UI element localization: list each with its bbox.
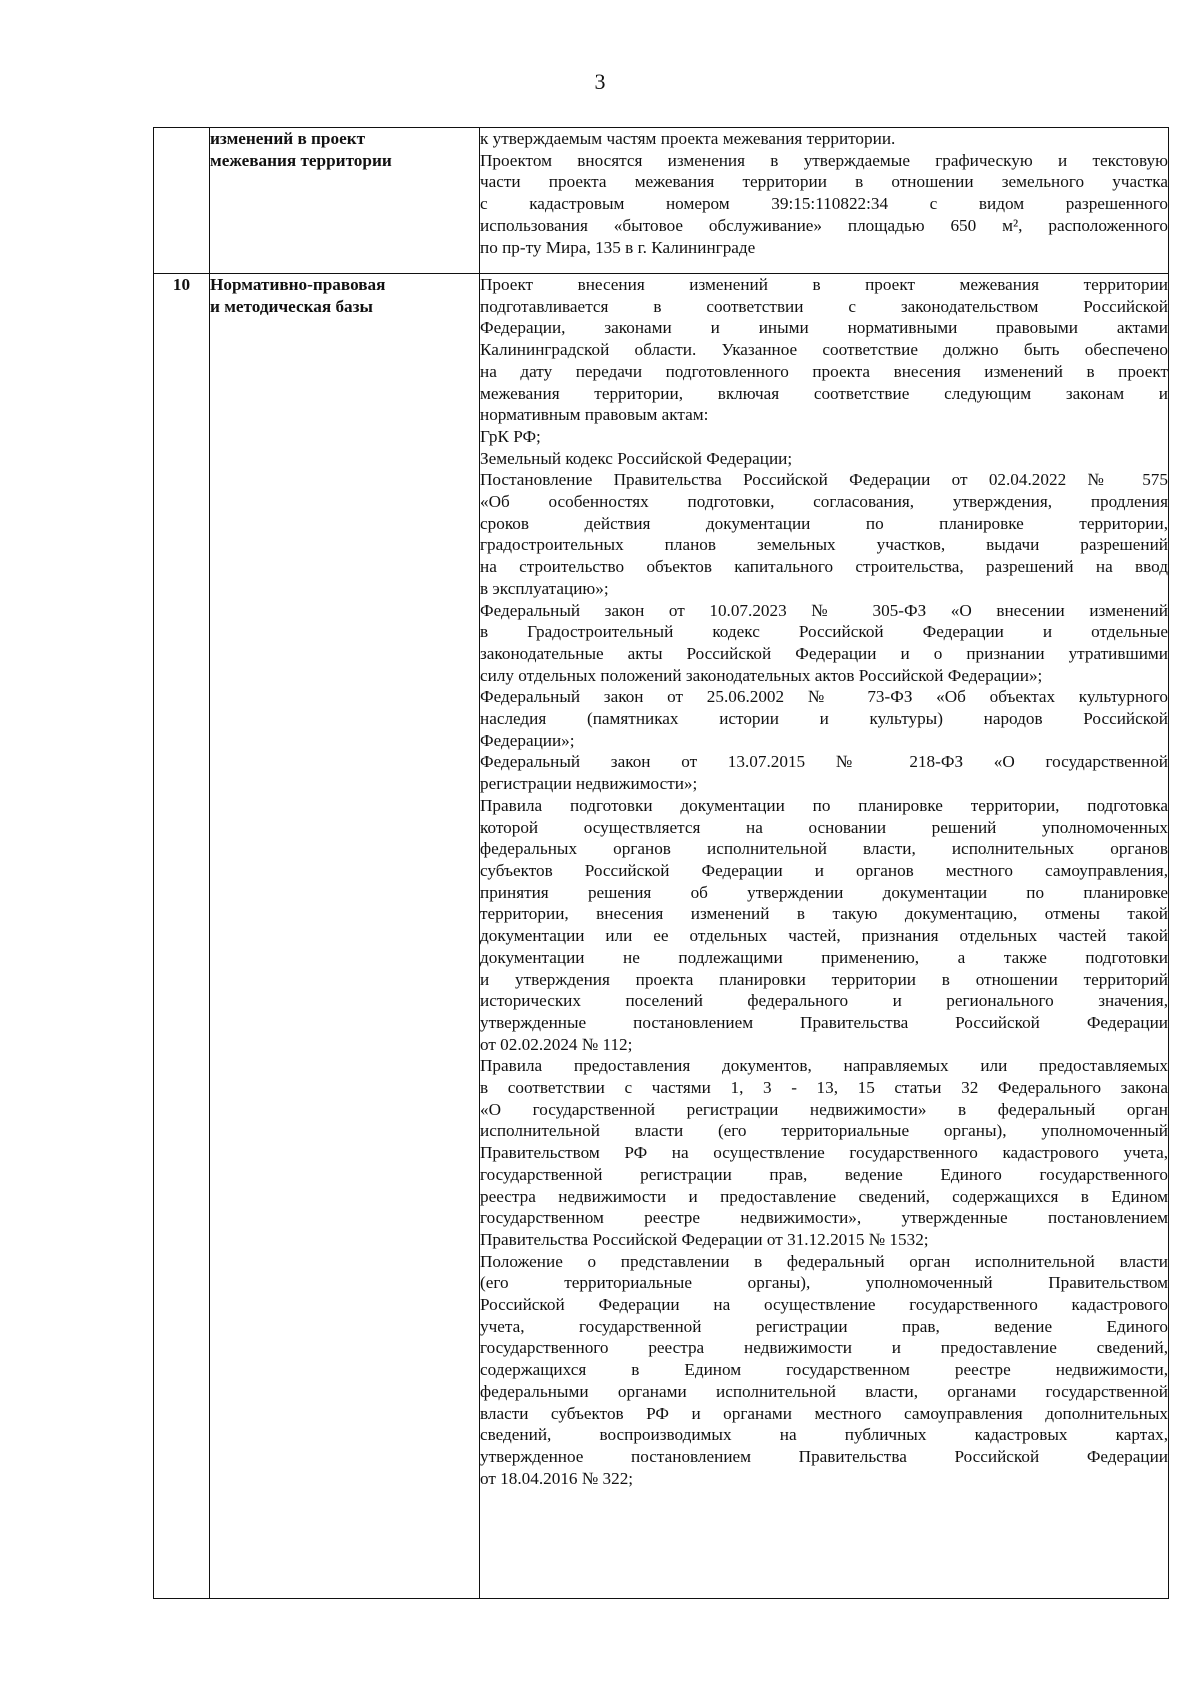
text-line: Проектом вносятся изменения в утверждаемые графическую и текстовую [480,150,1168,170]
text-line: нормативным правовым актам: [480,405,709,425]
text-line: от 18.04.2016 № 322; [480,1468,634,1488]
text-line: по пр-ту Мира, 135 в г. Калининграде [480,237,756,257]
text-line: использования «бытовое обслуживание» площадью 650 м², расположенного [480,215,1168,235]
text-line: Российской Федерации на осуществление государственного кадастрового [480,1295,1168,1315]
text-line: подготавливается в соответствии с законодательством Российской [480,296,1168,316]
text-line: Положение о представлении в федеральный орган исполнительной власти [480,1251,1168,1271]
text-line: Правительством РФ на осуществление государственного кадастрового учета, [480,1143,1168,1163]
text-line: ГрК РФ; [480,426,541,446]
text-line: части проекта межевания территории в отношении земельного участка [480,172,1168,192]
text-line: Проект внесения изменений в проект межевания территории [480,275,1168,294]
text-line: силу отдельных положений законодательных актов Российской Федерации»; [480,665,1043,685]
text-line: Постановление Правительства Российской Федерации от 02.04.2022 № 575 [480,470,1168,490]
paragraph [480,150,1168,259]
text-line: территории, внесения изменений в такую документацию, отмены такой [480,904,1168,924]
text-line: которой осуществляется на основании решений уполномоченных [480,817,1168,837]
paragraph [480,1055,1168,1250]
text-line: Федерации, законами и иными нормативными правовыми актами [480,318,1168,338]
text-line: к утверждаемым частям проекта межевания территории. [480,129,896,148]
text-line: документации или ее отдельных частей, признания отдельных частей такой [480,926,1168,946]
text-line: учета, государственной регистрации прав, ведение Единого [480,1316,1168,1336]
text-line: законодательные акты Российской Федерации и о признании утратившими [480,643,1168,663]
text-line: в Градостроительный кодекс Российской Федерации и отдельные [480,622,1168,642]
text-line: документации не подлежащими применению, а также подготовки [480,947,1168,967]
text-line: государственного реестра недвижимости и предоставление сведений, [480,1338,1168,1358]
text-line: «Об особенностях подготовки, согласования, утверждения, продления [480,492,1168,512]
text-line: на строительство объектов капитального строительства, разрешений на ввод [480,557,1168,577]
text-line: федеральных органов исполнительной власти, исполнительных органов [480,839,1168,859]
table-row [154,274,1169,1599]
paragraph [480,795,1168,1055]
table-row [154,128,1169,274]
paragraph [480,686,1168,751]
text-line: Федеральный закон от 25.06.2002 № 73-ФЗ «Об объектах культурного [480,687,1168,707]
text-line: регистрации недвижимости»; [480,774,698,794]
text-line: межевания территории, включая соответствие следующим законам и [480,383,1168,403]
text-line: сведений, воспроизводимых на публичных кадастровых картах, [480,1425,1168,1445]
text-line: на дату передачи подготовленного проекта внесения изменений в проект [480,361,1168,381]
page-number: 3 [594,69,606,94]
row-number [154,128,210,274]
text-line: Федерации»; [480,730,575,750]
text-line: утвержденное постановлением Правительства Российской Федерации [480,1446,1168,1466]
text-line: Правила подготовки документации по планировке территории, подготовка [480,795,1168,815]
text-line: Земельный кодекс Российской Федерации; [480,448,793,468]
text-line: в эксплуатацию»; [480,578,609,598]
requirements-table [153,127,1169,1599]
text-line: Федеральный закон от 10.07.2023 № 305-ФЗ «О внесении изменений [480,600,1168,620]
text-line: государственном реестре недвижимости», утвержденные постановлением [480,1208,1168,1228]
text-line: «О государственной регистрации недвижимости» в федеральный орган [480,1099,1168,1119]
name-line: межевания территории [210,150,392,170]
text-line: исторических поселений федерального и регионального значения, [480,991,1168,1011]
text-line: и утверждения проекта планировки территории в отношении территорий [480,969,1168,989]
text-line: градостроительных планов земельных участков, выдачи разрешений [480,535,1168,555]
text-line: сроков действия документации по планировке территории, [480,513,1168,533]
text-line: (его территориальные органы), уполномоченный Правительством [480,1273,1168,1293]
text-line: государственной регистрации прав, ведение Единого государственного [480,1164,1168,1184]
row-name [210,128,480,274]
paragraph [480,469,1168,599]
row-number: 10 [154,274,210,1599]
row-description [480,274,1169,1599]
row-description [480,128,1169,274]
name-line: изменений в проект [210,129,366,148]
text-line: реестра недвижимости и предоставление сведений, содержащихся в Едином [480,1186,1168,1206]
paragraph [480,426,1168,448]
paragraph [480,1251,1168,1490]
paragraph [480,751,1168,794]
name-line: Нормативно-правовая [210,275,386,294]
text-line: исполнительной власти (его территориальные органы), уполномоченный [480,1121,1168,1141]
text-line: содержащихся в Едином государственном реестре недвижимости, [480,1360,1168,1380]
text-line: Калининградской области. Указанное соответствие должно быть обеспечено [480,340,1168,360]
text-line: с кадастровым номером 39:15:110822:34 с видом разрешенного [480,194,1168,214]
paragraph [480,274,1168,426]
name-line: и методическая базы [210,296,373,316]
text-line: наследия (памятниках истории и культуры) народов Российской [480,709,1168,729]
text-line: утвержденные постановлением Правительства Российской Федерации [480,1012,1168,1032]
paragraph [480,600,1168,687]
text-line: федеральными органами исполнительной власти, органами государственной [480,1381,1168,1401]
text-line: от 02.02.2024 № 112; [480,1034,633,1054]
text-line: Правила предоставления документов, направляемых или предоставляемых [480,1056,1168,1076]
paragraph [480,448,1168,470]
text-line: Федеральный закон от 13.07.2015 № 218-ФЗ «О государственной [480,752,1168,772]
text-line: субъектов Российской Федерации и органов местного самоуправления, [480,860,1168,880]
text-line: Правительства Российской Федерации от 31.12.2015 № 1532; [480,1229,929,1249]
text-line: принятия решения об утверждении документации по планировке [480,882,1168,902]
text-line: власти субъектов РФ и органами местного самоуправления дополнительных [480,1403,1168,1423]
paragraph [480,128,1168,150]
row-name [210,274,480,1599]
text-line: в соответствии с частями 1, 3 - 13, 15 статьи 32 Федерального закона [480,1078,1168,1098]
